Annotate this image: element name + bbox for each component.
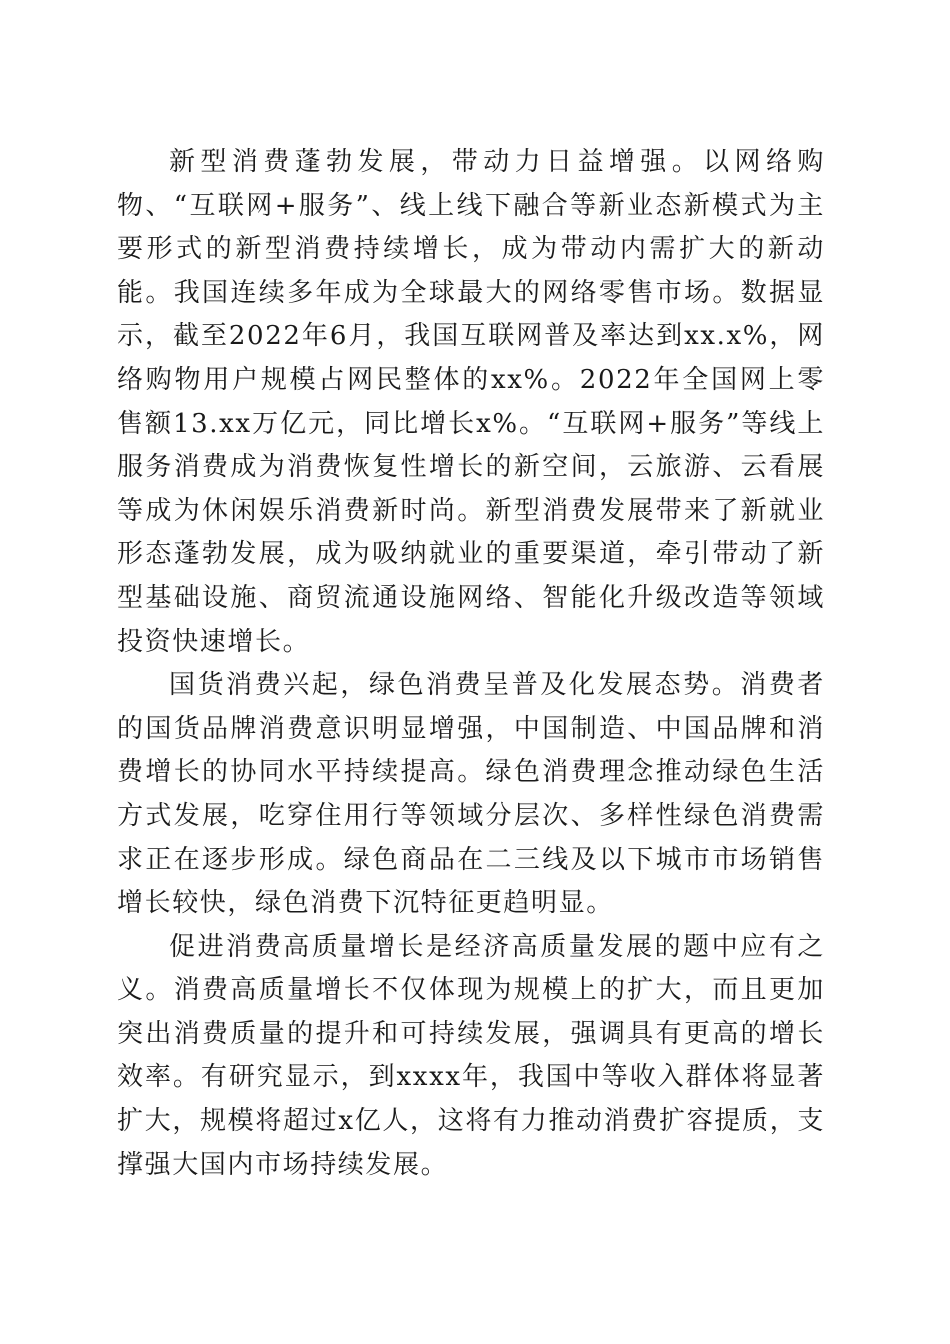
document-body: [117, 141, 825, 1187]
paragraph-domestic-green-consumption: 国货消费兴起，绿色消费呈普及化发展态势。消费者的国货品牌消费意识明显增强，中国制造、中国品牌和消费增长的协同水平持续提高。绿色消费理念推动绿色生活方式发展，吃穿住用行等领域分层次、多样性绿色消费需求正在逐步形成。绿色商品在二三线及以下城市市场销售增长较快，绿色消费下沉特征更趋明显。: [117, 670, 825, 919]
paragraph-high-quality-growth: 促进消费高质量增长是经济高质量发展的题中应有之义。消费高质量增长不仅体现为规模上的扩大，而且更加突出消费质量的提升和可持续发展，强调具有更高的增长效率。有研究显示，到xxxx年，我国中等收入群体将显著扩大，规模将超过x亿人，这将有力推动消费扩容提质，支撑强大国内市场持续发展。: [117, 931, 825, 1180]
paragraph-new-consumption: 新型消费蓬勃发展，带动力日益增强。以网络购物、“互联网+服务”、线上线下融合等新业态新模式为主要形式的新型消费持续增长，成为带动内需扩大的新动能。我国连续多年成为全球最大的网络零售市场。数据显示，截至2022年6月，我国互联网普及率达到xx.x%，网络购物用户规模占网民整体的xx%。2022年全国网上零售额13.xx万亿元，同比增长x%。“互联网+服务”等线上服务消费成为消费恢复性增长的新空间，云旅游、云看展等成为休闲娱乐消费新时尚。新型消费发展带来了新就业形态蓬勃发展，成为吸纳就业的重要渠道，牵引带动了新型基础设施、商贸流通设施网络、智能化升级改造等领域投资快速增长。: [117, 147, 825, 657]
